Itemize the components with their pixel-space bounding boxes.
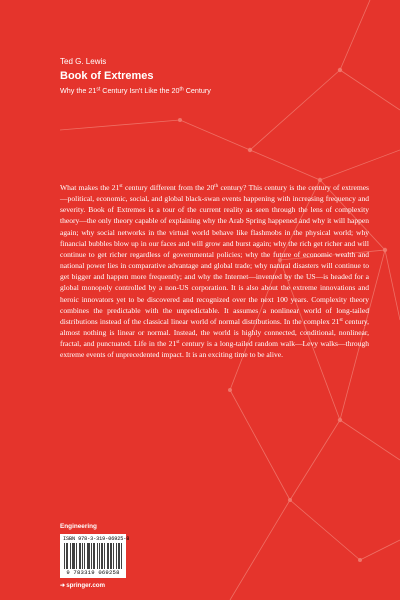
cover-header: [60, 57, 360, 96]
blurb-ordinal: st: [339, 317, 343, 323]
isbn-label: ISBN 978-3-319-06925-8: [63, 536, 130, 542]
subtitle-part: Century Isn't Like the 20: [100, 86, 180, 95]
subtitle-part: Why the 21: [60, 86, 97, 95]
publisher-url[interactable]: [60, 582, 105, 589]
blurb-text: What makes the 21: [60, 183, 120, 192]
blurb-text: century is a long-tailed random walk—Levy walks—through extreme events of unprecedented impact. It is an exciting time to be alive.: [60, 339, 369, 360]
book-title: Book of Extremes: [60, 70, 154, 82]
book-subtitle: [60, 86, 360, 96]
publisher-link-text: springer.com: [66, 582, 106, 589]
barcode-bars: [64, 543, 122, 569]
book-description: [60, 182, 369, 361]
subtitle-ordinal: st: [96, 86, 101, 93]
blurb-ordinal: th: [214, 184, 219, 189]
barcode-digits: 9 783319 069258: [66, 569, 120, 576]
subtitle-part: Century: [183, 86, 211, 95]
subtitle-ordinal: th: [179, 86, 184, 93]
arrow-right-icon: ➜: [60, 582, 66, 589]
author-name: Ted G. Lewis: [60, 57, 107, 66]
blurb-text: century, almost nothing is linear or normal. Instead, the world is highly connected, conditional, nonlinear, fractal, and punctuated. Life in the 21: [60, 316, 370, 349]
isbn-barcode: [60, 534, 130, 578]
blurb-ordinal: st: [176, 340, 180, 346]
subject-category: Engineering: [60, 523, 97, 530]
blurb-text: century? This century is the century of extremes—political, economic, social, and global black-swan events happening with increasing frequency and severity. Book of Extremes is a tour of the current reality as seen through the lens of complexity theory—the only theory capable of explaining why the Arab Spring happened and why it will happen again; why social networks in the virtual world behave like flashmobs in the physical world; why financial bubbles blow up in our faces and will grow and burst again; why the rich get richer and will continue to get richer regardless of governmental policies; why the future of economic wealth and national power lies in comparative advantage and global trade; why natural disasters will continue to get bigger and happen more frequently; and why the Internet—invented by the US—is headed for a global monopoly controlled by a non-US corporation. It is also about the extreme innovations and heroic innovators yet to be discovered and recognized over the next 100 years. Complexity theory combines the predictable with the unpredictable. It assumes a nonlinear world of long-tailed distributions instead of the classical linear world of normal distributions. In the complex 21: [60, 183, 369, 326]
blurb-ordinal: st: [119, 184, 123, 189]
blurb-text: century different from the 20: [122, 183, 215, 192]
